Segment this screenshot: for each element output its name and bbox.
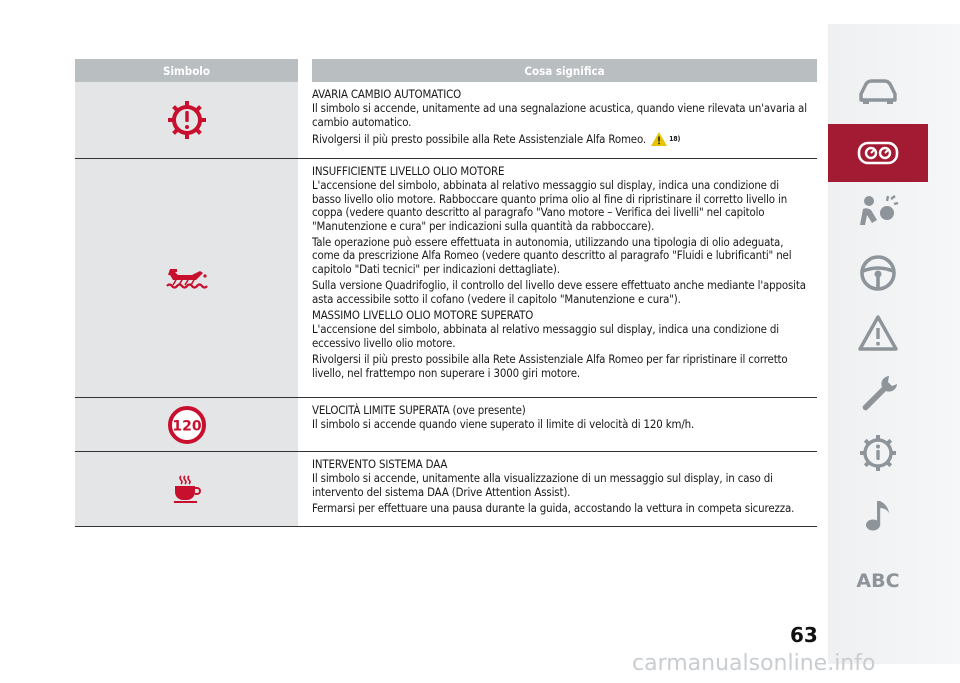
table-row bbox=[75, 159, 817, 398]
oil-level-icon bbox=[166, 265, 208, 291]
header-symbol: Simbolo bbox=[75, 59, 298, 82]
row-paragraph: Il simbolo si accende quando viene superato il limite di velocità di 120 km/h. bbox=[312, 417, 695, 432]
speed-limit-icon bbox=[167, 405, 207, 445]
table-header bbox=[75, 59, 817, 82]
row-title: INTERVENTO SISTEMA DAA bbox=[312, 457, 448, 471]
table-row bbox=[75, 82, 817, 159]
symbol-cell bbox=[75, 452, 298, 526]
chapter-sidebar bbox=[828, 24, 960, 664]
sidebar-item-instruments[interactable] bbox=[828, 124, 928, 182]
row-title: AVARIA CAMBIO AUTOMATICO bbox=[312, 87, 462, 101]
gearbox-failure-icon bbox=[167, 100, 207, 140]
page-number: 63 bbox=[790, 623, 818, 647]
symbols-table bbox=[75, 59, 817, 527]
music-note-icon bbox=[863, 497, 893, 533]
table-row bbox=[75, 398, 817, 452]
instrument-panel-icon bbox=[857, 140, 899, 166]
sidebar-item-technical-data[interactable] bbox=[828, 424, 928, 482]
coffee-cup-icon bbox=[172, 474, 202, 504]
row-paragraph: Tale operazione può essere effettuata in autonomia, utilizzando una tipologia di olio adeguata, come da prescrizione Alfa Romeo (vedere quanto descritto al paragrafo "Fluidi e lubrificanti" nel capitolo "Dati tecnici" per indicazioni dettagliate). bbox=[312, 235, 792, 276]
row-title: INSUFFICIENTE LIVELLO OLIO MOTORE bbox=[312, 164, 505, 178]
meaning-cell bbox=[298, 82, 817, 158]
row-paragraph: L'accensione del simbolo, abbinata al relativo messaggio sul display, indica una condizione di basso livello olio motore. Rabboccare quanto prima olio al fine di ripristinare il corretto livello in coppa (vedere quanto descritto al paragrafo "Vano motore – Verifica dei livelli" nel capitolo "Manutenzione e cura" per indicazioni sulla quantità da rabboccare). bbox=[312, 178, 788, 233]
sidebar-item-emergency[interactable] bbox=[828, 304, 928, 362]
meaning-cell bbox=[298, 159, 817, 397]
gear-info-icon bbox=[858, 433, 898, 473]
row-paragraph-last: Rivolgersi il più presto possibile alla Rete Assistenziale Alfa Romeo. 18) bbox=[312, 132, 681, 147]
meaning-cell bbox=[298, 398, 817, 451]
speed-limit-value: 120 bbox=[171, 418, 202, 434]
sidebar-item-car[interactable] bbox=[828, 62, 928, 120]
row-paragraph: Rivolgersi il più presto possibile alla Rete Assistenziale Alfa Romeo per far ripristinare il corretto livello, nel frattempo non superare i 3000 giri motore. bbox=[312, 352, 788, 380]
sidebar-item-maintenance[interactable] bbox=[828, 364, 928, 422]
meaning-cell bbox=[298, 452, 817, 526]
header-meaning: Cosa significa bbox=[312, 59, 817, 82]
airbag-person-icon bbox=[857, 193, 899, 233]
symbol-cell bbox=[75, 159, 298, 397]
sidebar-item-index[interactable] bbox=[828, 552, 928, 610]
steering-wheel-icon bbox=[858, 253, 898, 293]
symbol-cell bbox=[75, 82, 298, 158]
row-paragraph: L'accensione del simbolo, abbinata al relativo messaggio sul display, indica una condizione di eccessivo livello olio motore. bbox=[312, 322, 779, 350]
reference-note: 18) bbox=[669, 135, 681, 144]
sidebar-item-driving[interactable] bbox=[828, 244, 928, 302]
row-subtitle: MASSIMO LIVELLO OLIO MOTORE SUPERATO bbox=[312, 308, 534, 323]
wrench-icon bbox=[858, 373, 898, 413]
table-row bbox=[75, 452, 817, 527]
row-title: VELOCITÀ LIMITE SUPERATA (ove presente) bbox=[312, 403, 526, 417]
car-icon bbox=[857, 76, 899, 106]
sidebar-item-safety[interactable] bbox=[828, 184, 928, 242]
warning-triangle-icon bbox=[651, 132, 667, 146]
row-paragraph: Il simbolo si accende, unitamente ad una segnalazione acustica, quando viene rilevata un'avaria al cambio automatico. bbox=[312, 101, 807, 129]
abc-index-label: ABC bbox=[856, 570, 900, 592]
row-paragraph: Fermarsi per effettuare una pausa durante la guida, accostando la vettura in competa sicurezza. bbox=[312, 501, 795, 516]
warning-triangle-icon bbox=[857, 314, 899, 352]
watermark: carmanualsonline.info bbox=[632, 651, 876, 676]
sidebar-item-multimedia[interactable] bbox=[828, 486, 928, 544]
row-paragraph: Il simbolo si accende, unitamente alla visualizzazione di un messaggio sul display, in caso di intervento del sistema DAA (Drive Attention Assist). bbox=[312, 471, 773, 499]
symbol-cell bbox=[75, 398, 298, 451]
row-paragraph: Sulla versione Quadrifoglio, il controllo del livello deve essere effettuato anche mediante l'apposita asta accessibile sotto il cofano (vedere il capitolo "Manutenzione e cura"). bbox=[312, 278, 806, 306]
